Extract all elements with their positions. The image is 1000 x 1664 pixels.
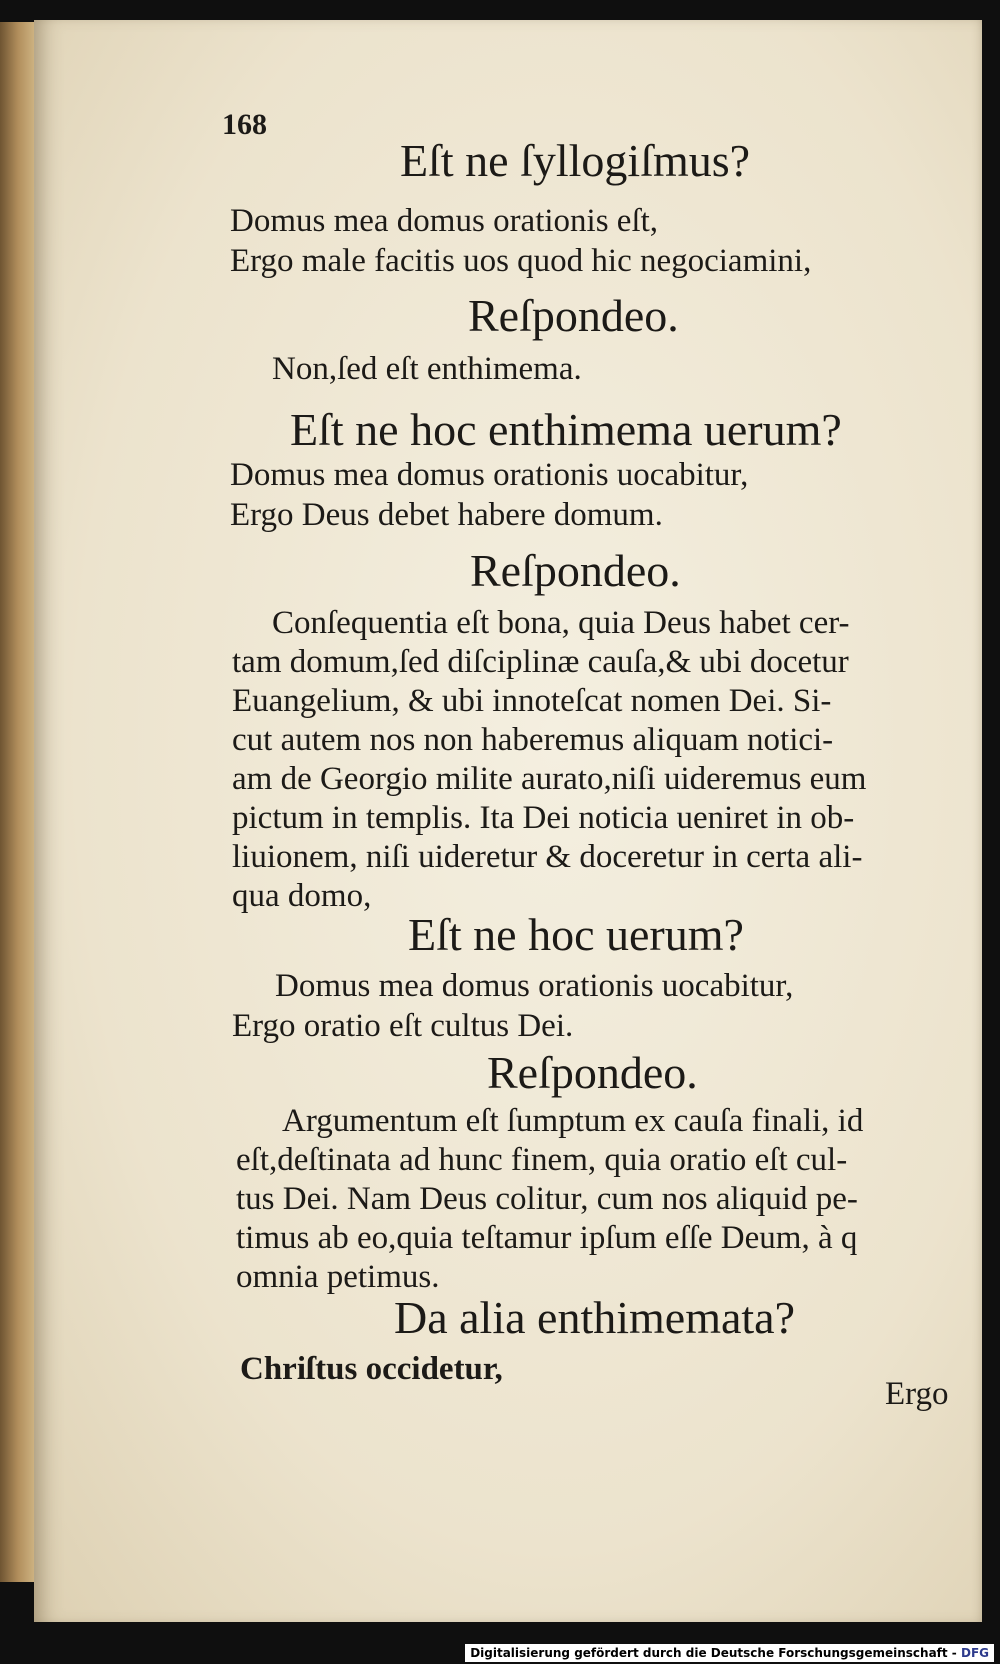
text-line: Domus mea domus orationis uocabitur, (275, 968, 794, 1004)
text-line: tus Dei. Nam Deus colitur, cum nos aliquid pe- (236, 1181, 858, 1217)
text-line: pictum in templis. Ita Dei noticia ueniret in ob- (232, 800, 855, 836)
text-line: Ergo Deus debet habere domum. (230, 497, 663, 533)
page-number: 168 (222, 108, 267, 141)
text-line: omnia petimus. (236, 1259, 440, 1295)
text-line: liuionem, niſi uideretur & doceretur in certa ali- (232, 839, 863, 875)
funding-banner (465, 1644, 994, 1662)
heading-line: Reſpondeo. (470, 545, 681, 596)
text-line: Argumentum eſt ſumptum ex cauſa finali, id (282, 1103, 864, 1139)
text-line: tam domum,ſed diſciplinæ cauſa,& ubi docetur (232, 644, 849, 680)
text-line: timus ab eo,quia teſtamur ipſum eſſe Deum, à q (236, 1220, 858, 1256)
text-line: Ergo oratio eſt cultus Dei. (232, 1008, 574, 1044)
text-line: qua domo, (232, 878, 372, 914)
funding-text: Digitalisierung gefördert durch die Deutsche Forschungsgemeinschaft - (470, 1646, 957, 1660)
text-line: Non,ſed eſt enthimema. (272, 351, 582, 387)
text-line: Ergo male facitis uos quod hic negociamini, (230, 243, 812, 279)
text-line: am de Georgio milite aurato,niſi uideremus eum (232, 761, 867, 797)
text-line: Domus mea domus orationis uocabitur, (230, 457, 749, 493)
heading-line: Eſt ne ſyllogiſmus? (400, 135, 751, 186)
text-line: Chriſtus occidetur, (240, 1351, 503, 1387)
heading-line: Reſpondeo. (468, 290, 679, 341)
heading-line: Eſt ne hoc enthimema uerum? (290, 404, 842, 455)
text-line: Euangelium, & ubi innoteſcat nomen Dei. Si- (232, 683, 832, 719)
heading-line: Da alia enthimemata? (394, 1292, 796, 1343)
text-line: eſt,deſtinata ad hunc finem, quia oratio eſt cul- (236, 1142, 848, 1178)
text-line: Domus mea domus orationis eſt, (230, 203, 659, 239)
text-line: cut autem nos non haberemus aliquam notici- (232, 722, 834, 758)
catchword: Ergo (885, 1376, 949, 1412)
heading-line: Reſpondeo. (487, 1047, 698, 1098)
heading-line: Eſt ne hoc uerum? (408, 909, 744, 960)
dfg-logo: DFG (960, 1646, 989, 1660)
text-line: Conſequentia eſt bona, quia Deus habet cer- (272, 605, 850, 641)
